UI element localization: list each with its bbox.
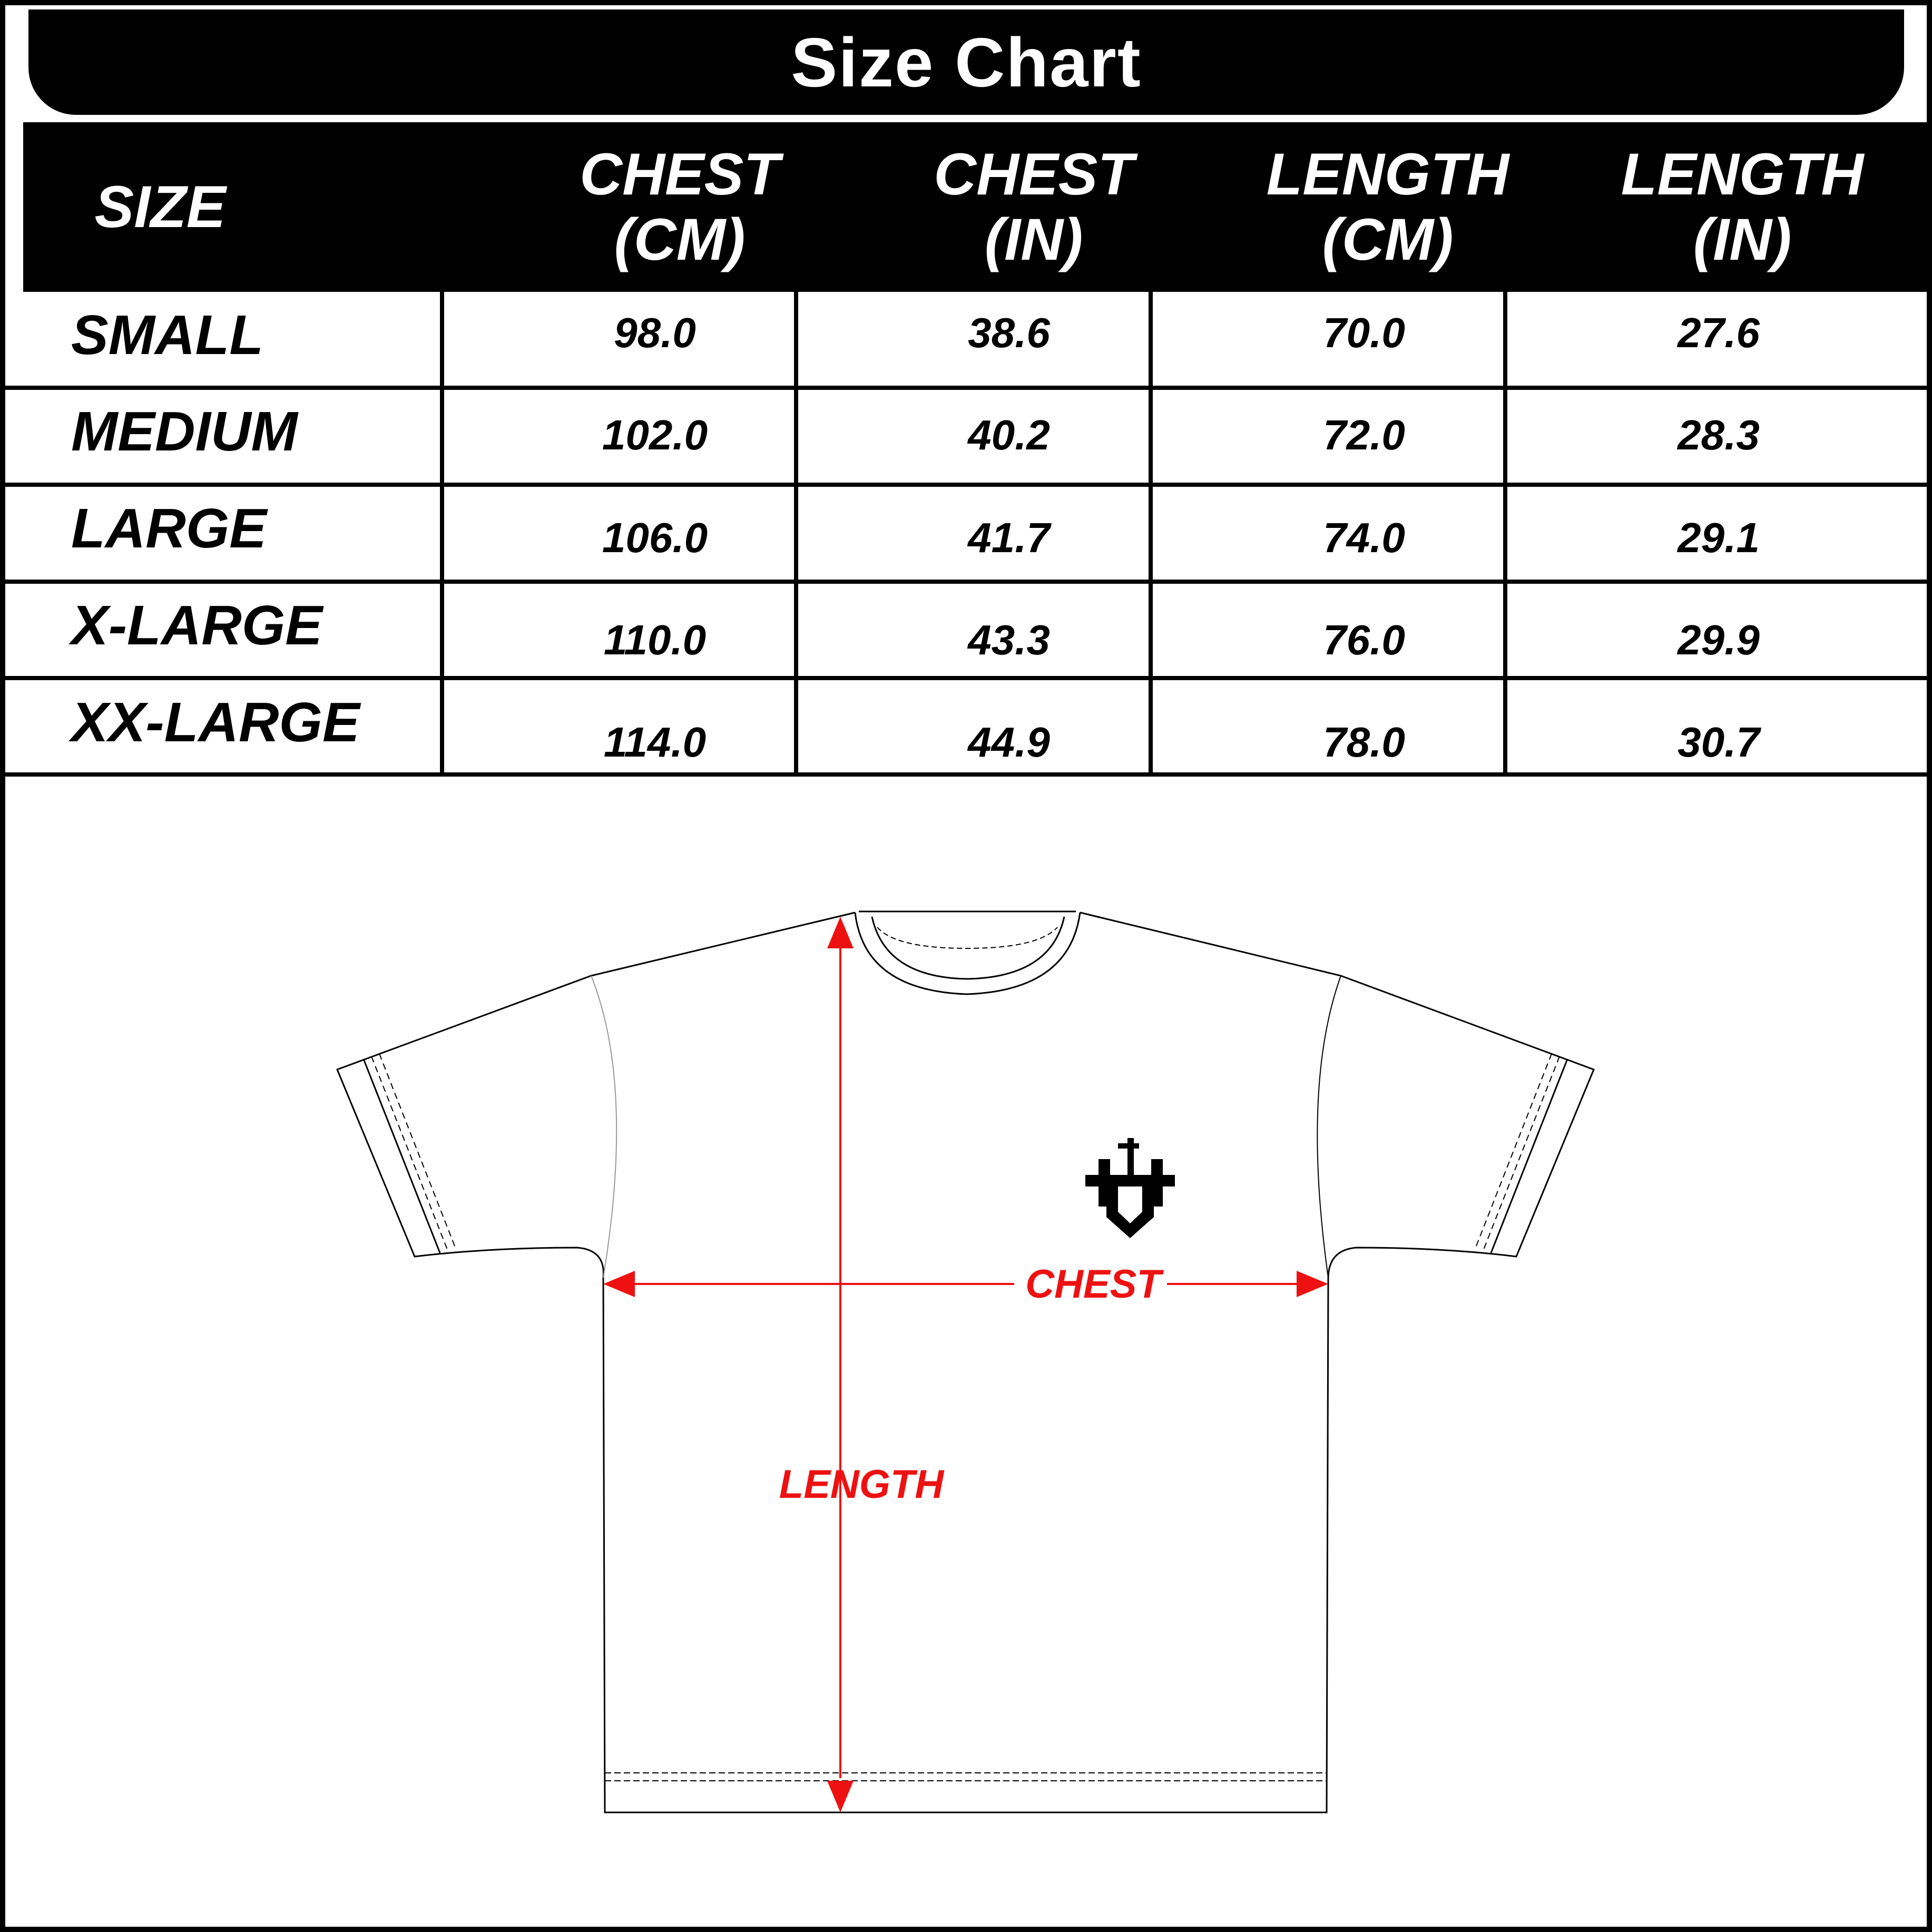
length-cm-value: 70.0: [1323, 309, 1405, 356]
header-length-cm-line1: LENGTH: [1266, 141, 1509, 207]
length-cm-value: 76.0: [1323, 616, 1405, 663]
header-chest-cm-line1: CHEST: [580, 141, 780, 207]
header-length-in-line2: (IN): [1693, 207, 1792, 272]
length-in-value: 29.1: [1678, 514, 1760, 561]
chest-in-value: 38.6: [968, 309, 1050, 356]
length-cm-value: 74.0: [1323, 514, 1405, 561]
chest-measure: [603, 1262, 1328, 1307]
length-arrow-up-icon: [827, 917, 854, 948]
chest-cm-value: 102.0: [602, 411, 708, 458]
chest-arrow-left-icon: [603, 1271, 635, 1297]
header-chest-in-line2: (IN): [984, 207, 1083, 272]
length-cm-value: 78.0: [1323, 719, 1405, 766]
brand-monogram-icon: [1085, 1138, 1175, 1238]
chest-in-value: 44.9: [968, 719, 1050, 766]
length-in-value: 28.3: [1678, 411, 1760, 458]
chest-cm-value: 110.0: [603, 616, 707, 663]
chest-cm-value: 98.0: [614, 309, 696, 356]
length-cm-value: 72.0: [1323, 411, 1405, 458]
chest-in-value: 41.7: [968, 514, 1050, 561]
chest-label: CHEST: [1025, 1262, 1161, 1307]
size-name: LARGE: [71, 497, 267, 560]
chest-arrow-right-icon: [1297, 1271, 1328, 1297]
chest-cm-value: 114.0: [603, 719, 707, 766]
size-name: X-LARGE: [71, 594, 322, 656]
size-name: SMALL: [71, 304, 264, 366]
header-length-cm-line2: (CM): [1322, 207, 1454, 272]
header-chest-in-line1: CHEST: [934, 141, 1134, 207]
length-measure: [779, 917, 945, 1812]
length-label: LENGTH: [779, 1462, 944, 1507]
length-in-value: 30.7: [1678, 719, 1760, 766]
chest-cm-value: 106.0: [602, 514, 708, 561]
page-title: Size Chart: [791, 23, 1142, 101]
length-in-value: 27.6: [1678, 309, 1760, 356]
size-name: XX-LARGE: [71, 691, 360, 753]
header-chest-cm-line2: (CM): [614, 207, 746, 272]
size-name: MEDIUM: [71, 400, 298, 463]
tshirt-outline: [337, 911, 1594, 1812]
chest-in-value: 40.2: [968, 411, 1050, 458]
header-size-label: SIZE: [94, 174, 226, 240]
length-arrow-down-icon: [827, 1781, 854, 1812]
header-length-in-line1: LENGTH: [1621, 141, 1864, 207]
length-in-value: 29.9: [1678, 616, 1760, 663]
chest-in-value: 43.3: [968, 616, 1050, 663]
